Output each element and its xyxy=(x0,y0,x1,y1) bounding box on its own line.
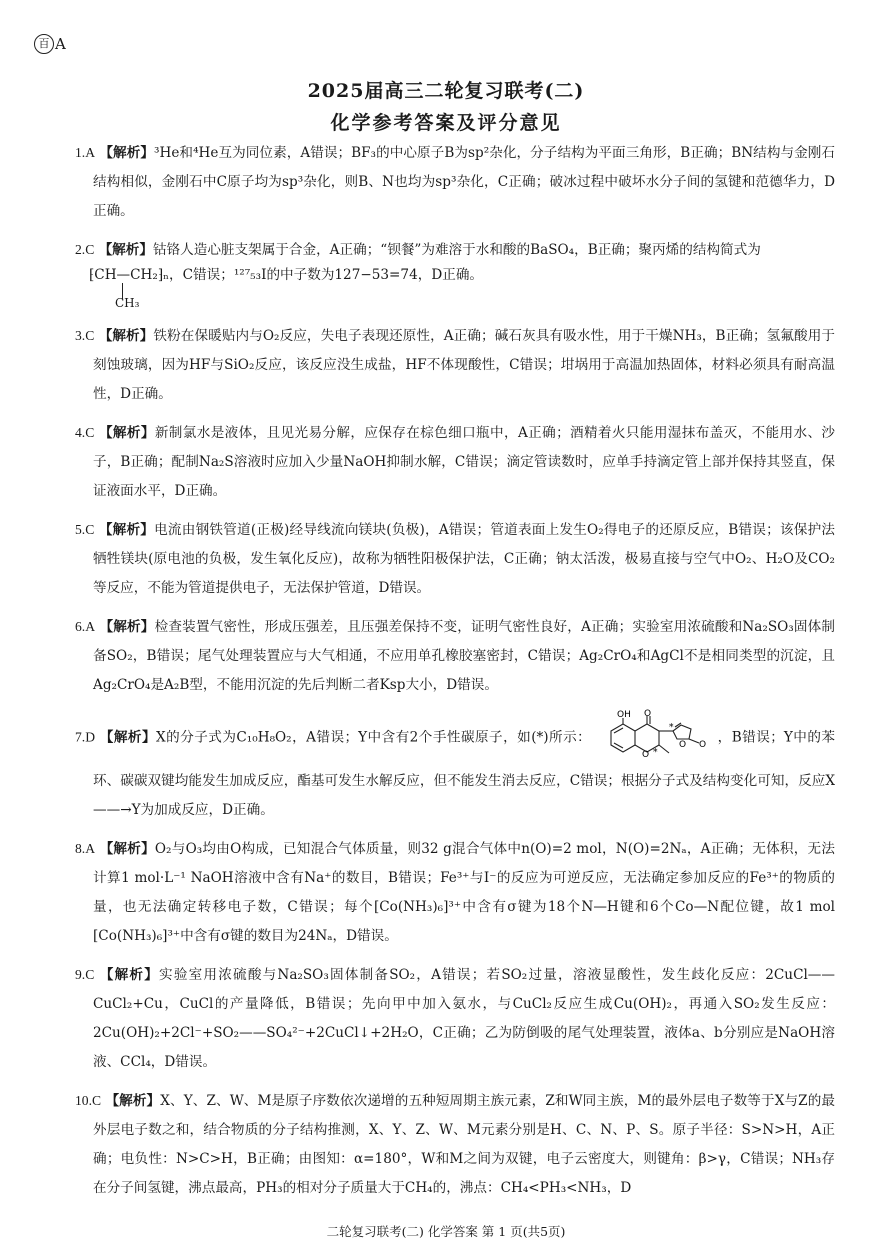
question-number: 8.A xyxy=(75,841,96,856)
question-number: 3.C xyxy=(75,328,95,343)
analysis-tag: 【解析】 xyxy=(98,522,155,538)
page-footer: 二轮复习联考(二) 化学答案 第 1 页(共5页) xyxy=(326,1224,566,1239)
question-number: 10.C xyxy=(75,1093,102,1108)
chiral-star-2: * xyxy=(669,723,674,733)
question-number: 6.A xyxy=(75,619,96,634)
analysis-tag: 【解析】 xyxy=(98,328,154,344)
oh-label: OH xyxy=(617,710,632,720)
question-number: 1.A xyxy=(75,145,96,160)
version-letter: A xyxy=(55,35,66,53)
question-number: 7.D xyxy=(75,729,96,745)
question-text: 检查装置气密性，形成压强差，且压强差保持不变，证明气密性良好，A正确；实验室用浓硫酸和Na₂SO₃固体制备SO₂，B错误；尾气处理装置应与大气相通，不应用单孔橡胶塞密封，C错误；Ag₂CrO₄和AgCl不是相同类型的沉淀，且Ag₂CrO₄是A₂B型，不能用沉淀的先后判断二者Ksp大小，D错误。 xyxy=(93,619,836,693)
analysis-tag: 【解析】 xyxy=(98,425,155,441)
question-text: ³He和⁴He互为同位素，A错误；BF₃的中心原子B为sp²杂化，分子结构为平面三角形，B正确；BN结构与金刚石结构相似，金刚石中C原子均为sp³杂化，则B、N也均为sp³杂化，C正确；破冰过程中破坏水分子间的氢键和范德华力，D正确。 xyxy=(93,145,836,219)
question-4 xyxy=(75,418,835,506)
analysis-tag: 【解析】 xyxy=(98,242,153,258)
analysis-tag: 【解析】 xyxy=(99,841,155,857)
question-number: 2.C xyxy=(75,242,95,257)
question-text: O₂与O₃均由O构成，已知混合气体质量，则32 g混合气体中n(O)=2 mol，N(O)=2Nₐ，A正确；无体积，无法计算1 mol·L⁻¹ NaOH溶液中含有Na⁺的数目，B错误；Fe³⁺与I⁻的反应为可逆反应，无法确定参加反应的Fe³⁺的物质的量，也无法确定转移电子数，C错误；每个[Co(NH₃)₆]³⁺中含有σ键为18个N—H键和6个Co—N配位键，故1 mol [Co(NH₃)₆]³⁺中含有σ键的数目为24Nₐ，D错误。 xyxy=(93,841,835,944)
ketone-o-label: O xyxy=(644,709,652,719)
paper-version-mark xyxy=(34,34,66,54)
formula-main xyxy=(89,263,483,283)
question-text: 铁粉在保暖贴内与O₂反应，失电子表现还原性，A正确；碱石灰具有吸水性，用于干燥NH₃，B正确；氢氟酸用于刻蚀玻璃，因为HF与SiO₂反应，该反应没生成盐，HF不体现酸性，C错误；坩埚用于高温加热固体，材料必须具有耐高温性，D正确。 xyxy=(93,328,835,402)
question-text: X、Y、Z、W、M是原子序数依次递增的五种短周期主族元素，Z和W同主族，M的最外层电子数等于X与Z的最外层电子数之和，结合物质的分子结构推测，X、Y、Z、W、M元素分别是H、C、N、P、S。原子半径：S>N>H，A正确；电负性：N>C>H，B正确；由图知：α=180°，W和M之间为双键，电子云密度大，则键角：β>γ，C错误；NH₃存在分子间氢键，沸点最高，PH₃的相对分子质量大于CH₄的，沸点：CH₄<PH₃<NH₃，D xyxy=(93,1093,835,1196)
question-text: 新制氯水是液体，且见光易分解，应保存在棕色细口瓶中，A正确；酒精着火只能用湿抹布盖灭，不能用水、沙子，B正确；配制Na₂S溶液时应加入少量NaOH抑制水解，C错误；滴定管读数时，应单手持滴定管上部并保持其竖直，保证液面水平，D正确。 xyxy=(93,425,836,499)
molecule-y-structure xyxy=(593,709,715,767)
question-8 xyxy=(75,834,835,951)
question-7 xyxy=(75,709,835,825)
analysis-tag: 【解析】 xyxy=(99,145,155,161)
analysis-tag: 【解析】 xyxy=(105,1093,161,1109)
ring-o-label: O xyxy=(642,750,650,760)
question-10 xyxy=(75,1086,835,1203)
question-1 xyxy=(75,138,835,226)
lactone-o-label: O xyxy=(679,740,687,750)
formula-methyl: CH₃ xyxy=(115,296,140,310)
analysis-tag: 【解析】 xyxy=(99,619,155,635)
question-9 xyxy=(75,960,835,1077)
exam-title: 2025届高三二轮复习联考(二) xyxy=(307,80,585,102)
question-5 xyxy=(75,515,835,603)
question-text: 钴铬人造心脏支架属于合金，A正确；“钡餐”为难溶于水和酸的BaSO₄，B正确；聚丙烯的结构简式为 xyxy=(152,242,761,258)
answer-key-title: 化学参考答案及评分意见 xyxy=(330,112,562,134)
carbonyl-o-label: O xyxy=(699,740,707,750)
chiral-star-1: * xyxy=(653,748,658,758)
question-number: 5.C xyxy=(75,522,95,537)
analysis-tag: 【解析】 xyxy=(99,967,160,983)
question-number: 9.C xyxy=(75,967,95,982)
question-6 xyxy=(75,612,835,700)
question-7-tail: ，B错误；Y中的苯环、碳碳双键均能发生加成反应，酯基可发生水解反应，但不能发生消去反应，C错误；根据分子式及结构变化可知，反应X——→Y为加成反应，D正确。 xyxy=(93,729,836,818)
question-3 xyxy=(75,321,835,409)
question-2-tail: ，C错误；¹²⁷₅₃I的中子数为127−53=74，D正确。 xyxy=(169,267,484,283)
question-text: 电流由钢铁管道(正极)经导线流向镁块(负极)，A错误；管道表面上发生O₂得电子的还原反应，B错误；该保护法牺牲镁块(原电池的负极，发生氧化反应)，故称为牺牲阳极保护法，C正确；钠太活泼，极易直接与空气中O₂、H₂O及CO₂等反应，不能为管道提供电子，无法保护管道，D错误。 xyxy=(93,522,835,596)
answers-body xyxy=(75,138,835,1212)
formula-chain: ⁅CH—CH₂⁆ₙ xyxy=(89,267,170,283)
question-number: 4.C xyxy=(75,425,95,440)
question-text: X的分子式为C₁₀H₈O₂，A错误；Y中含有2个手性碳原子，如(*)所示： xyxy=(156,729,592,746)
question-text: 实验室用浓硫酸与Na₂SO₃固体制备SO₂，A错误；若SO₂过量，溶液显酸性，发生歧化反应：2CuCl——CuCl₂+Cu，CuCl的产量降低，B错误；先向甲中加入氨水，与CuCl₂反应生成Cu(OH)₂，再通入SO₂发生反应：2Cu(OH)₂+2Cl⁻+SO₂——SO₄²⁻+2CuCl↓+2H₂O，C正确；乙为防倒吸的尾气处理装置，液体a、b分别应是NaOH溶液、CCl₄，D错误。 xyxy=(93,967,835,1070)
analysis-tag: 【解析】 xyxy=(99,729,157,746)
circle-mark: 百 xyxy=(34,34,54,54)
polypropylene-formula xyxy=(89,261,835,313)
